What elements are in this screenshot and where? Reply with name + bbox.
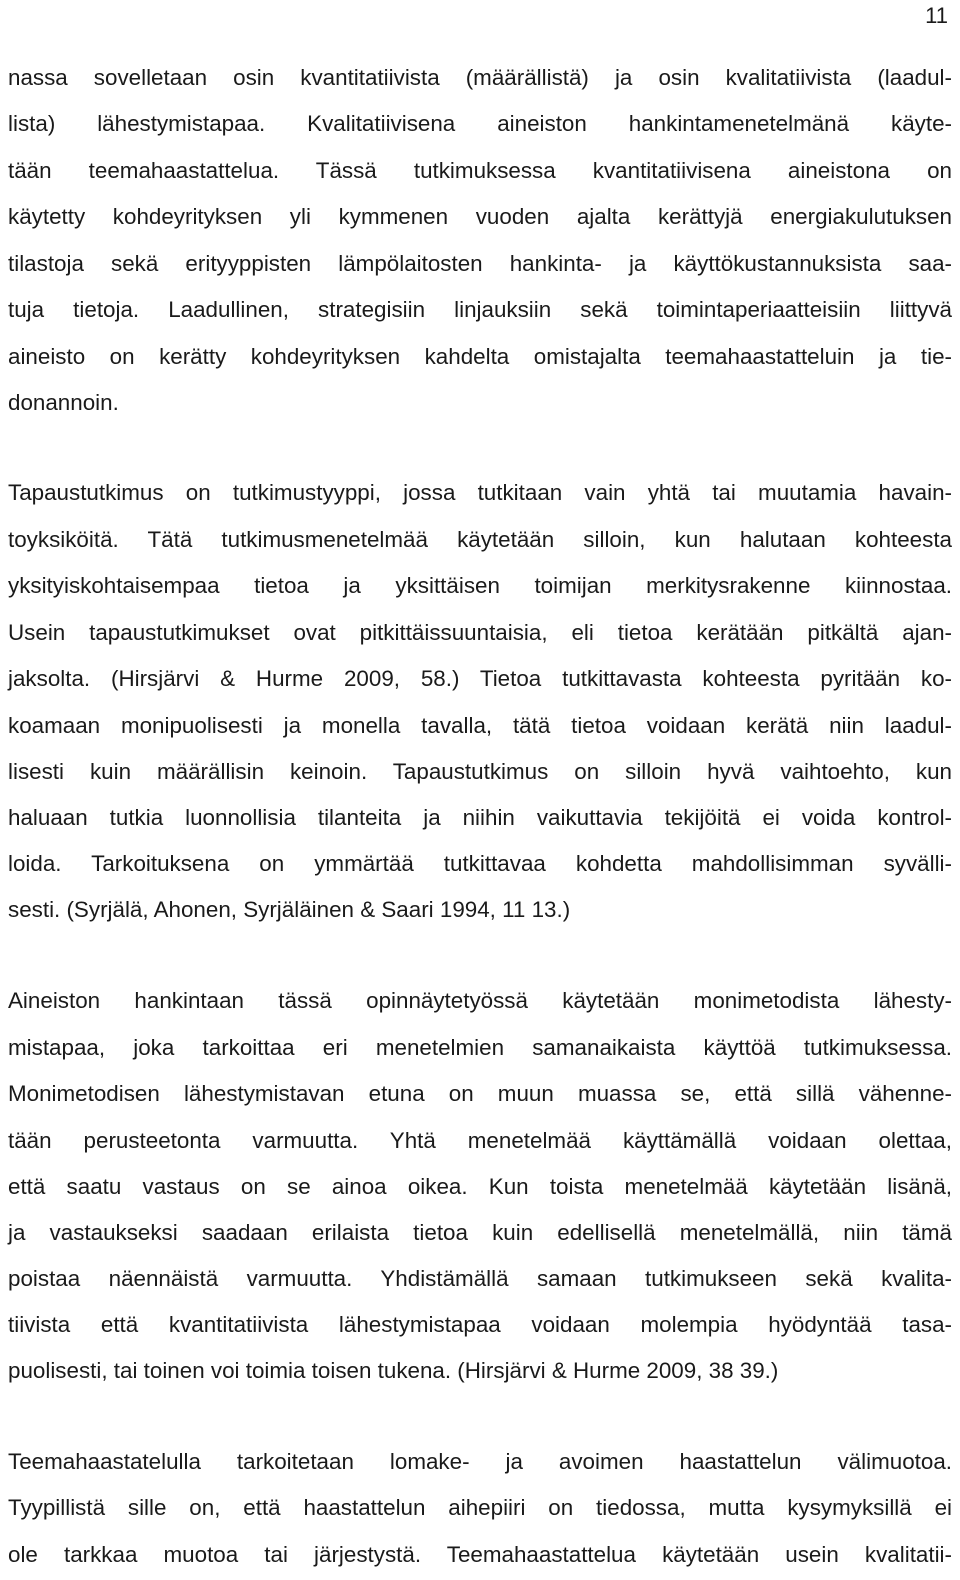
paragraph-1-line-2: lista) lähestymistapaa. Kvalitatiivisena aineiston hankintamenetelmänä käyte- bbox=[8, 111, 952, 136]
paragraph-3-line-4: tään perusteetonta varmuutta. Yhtä menetelmää käyttämällä voidaan olettaa, bbox=[8, 1128, 952, 1153]
paragraph-2-line-10: sesti. (Syrjälä, Ahonen, Syrjäläinen & Saari 1994, 11 13.) bbox=[8, 897, 571, 922]
paragraph-1-line-8: donannoin. bbox=[8, 390, 119, 415]
paragraph-3-line-5: että saatu vastaus on se ainoa oikea. Kun toista menetelmää käytetään lisänä, bbox=[8, 1174, 952, 1199]
paragraph-1-line-3: tään teemahaastattelua. Tässä tutkimuksessa kvantitatiivisena aineistona on bbox=[8, 158, 952, 183]
paragraph-2-line-5: jaksolta. (Hirsjärvi & Hurme 2009, 58.) Tietoa tutkittavasta kohteesta pyritään ko- bbox=[8, 666, 952, 691]
paragraph-2-line-2: toyksiköitä. Tätä tutkimusmenetelmää käytetään silloin, kun halutaan kohteesta bbox=[8, 527, 952, 552]
paragraph-1-line-1: nassa sovelletaan osin kvantitatiivista (määrällistä) ja osin kvalitatiivista (laadul- bbox=[8, 65, 952, 90]
paragraph-3-line-9: puolisesti, tai toinen voi toimia toisen tukena. (Hirsjärvi & Hurme 2009, 38 39.) bbox=[8, 1358, 779, 1383]
paragraph-4-line-1: Teemahaastatelulla tarkoitetaan lomake- ja avoimen haastattelun välimuotoa. bbox=[8, 1449, 952, 1474]
paragraph-4-line-2: Tyypillistä sille on, että haastattelun aihepiiri on tiedossa, mutta kysymyksillä ei bbox=[8, 1495, 952, 1520]
paragraph-2-line-8: haluaan tutkia luonnollisia tilanteita ja niihin vaikuttavia tekijöitä ei voida kontrol- bbox=[8, 805, 952, 830]
page-number: 11 bbox=[925, 3, 948, 28]
paragraph-1-line-6: tuja tietoja. Laadullinen, strategisiin linjauksiin sekä toimintaperiaatteisiin liittyvä bbox=[8, 297, 952, 322]
paragraph-1-line-5: tilastoja sekä erityyppisten lämpölaitosten hankinta- ja käyttökustannuksista saa- bbox=[8, 251, 952, 276]
paragraph-2-line-7: lisesti kuin määrällisin keinoin. Tapaustutkimus on silloin hyvä vaihtoehto, kun bbox=[8, 759, 952, 784]
paragraph-1-line-7: aineisto on kerätty kohdeyrityksen kahdelta omistajalta teemahaastatteluin ja tie- bbox=[8, 344, 952, 369]
paragraph-2-line-4: Usein tapaustutkimukset ovat pitkittäissuuntaisia, eli tietoa kerätään pitkältä ajan- bbox=[8, 620, 952, 645]
paragraph-1-line-4: käytetty kohdeyrityksen yli kymmenen vuoden ajalta kerättyjä energiakulutuksen bbox=[8, 204, 952, 229]
paragraph-4-line-3: ole tarkkaa muotoa tai järjestystä. Teemahaastattelua käytetään usein kvalitatii- bbox=[8, 1542, 952, 1567]
paragraph-3-line-7: poistaa näennäistä varmuutta. Yhdistämällä samaan tutkimukseen sekä kvalita- bbox=[8, 1266, 952, 1291]
paragraph-2-line-9: loida. Tarkoituksena on ymmärtää tutkittavaa kohdetta mahdollisimman syvälli- bbox=[8, 851, 952, 876]
paragraph-2-line-6: koamaan monipuolisesti ja monella tavalla, tätä tietoa voidaan kerätä niin laadul- bbox=[8, 713, 952, 738]
paragraph-2-line-3: yksityiskohtaisempaa tietoa ja yksittäisen toimijan merkitysrakenne kiinnostaa. bbox=[8, 573, 952, 598]
paragraph-3-line-3: Monimetodisen lähestymistavan etuna on muun muassa se, että sillä vähenne- bbox=[8, 1081, 952, 1106]
paragraph-2-line-1: Tapaustutkimus on tutkimustyyppi, jossa tutkitaan vain yhtä tai muutamia havain- bbox=[8, 480, 952, 505]
paragraph-3-line-2: mistapaa, joka tarkoittaa eri menetelmien samanaikaista käyttöä tutkimuksessa. bbox=[8, 1035, 952, 1060]
paragraph-3-line-6: ja vastaukseksi saadaan erilaista tietoa kuin edellisellä menetelmällä, niin tämä bbox=[8, 1220, 952, 1245]
paragraph-3-line-8: tiivista että kvantitatiivista lähestymistapaa voidaan molempia hyödyntää tasa- bbox=[8, 1312, 952, 1337]
paragraph-3-line-1: Aineiston hankintaan tässä opinnäytetyössä käytetään monimetodista lähesty- bbox=[8, 988, 952, 1013]
